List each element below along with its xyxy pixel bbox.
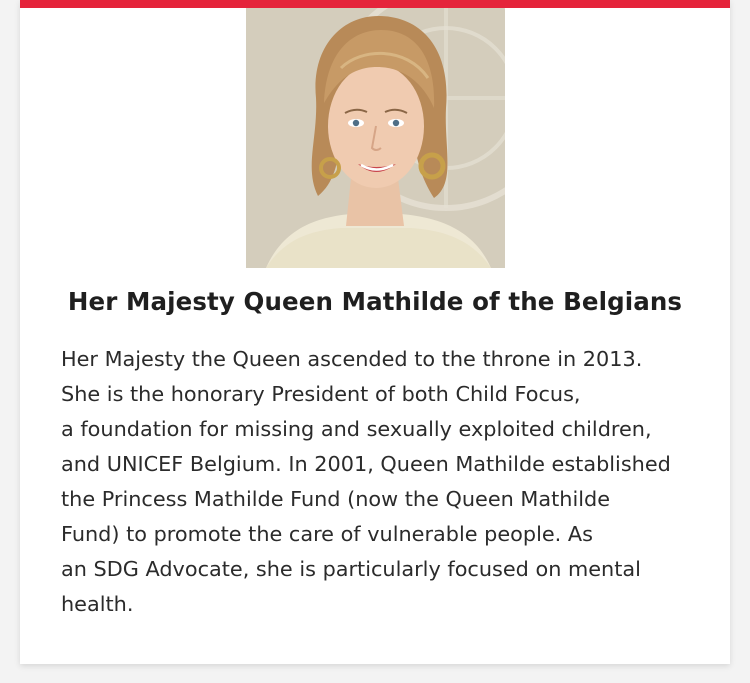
bio-line: health. bbox=[61, 592, 134, 616]
bio-line: the Princess Mathilde Fund (now the Queen Mathilde bbox=[61, 487, 611, 511]
profile-name: Her Majesty Queen Mathilde of the Belgians bbox=[67, 287, 683, 316]
bio-line: She is the honorary President of both Child Focus, bbox=[61, 382, 581, 406]
profile-card bbox=[20, 0, 730, 664]
portrait-photo bbox=[246, 8, 505, 268]
bio-line: Fund) to promote the care of vulnerable people. As bbox=[61, 522, 593, 546]
bio-line: and UNICEF Belgium. In 2001, Queen Mathilde established bbox=[61, 452, 671, 476]
accent-bar bbox=[20, 0, 730, 8]
bio-line: Her Majesty the Queen ascended to the throne in 2013. bbox=[61, 347, 643, 371]
profile-bio bbox=[61, 342, 721, 622]
bio-line: a foundation for missing and sexually exploited children, bbox=[61, 417, 652, 441]
bio-line: an SDG Advocate, she is particularly focused on mental bbox=[61, 557, 641, 581]
